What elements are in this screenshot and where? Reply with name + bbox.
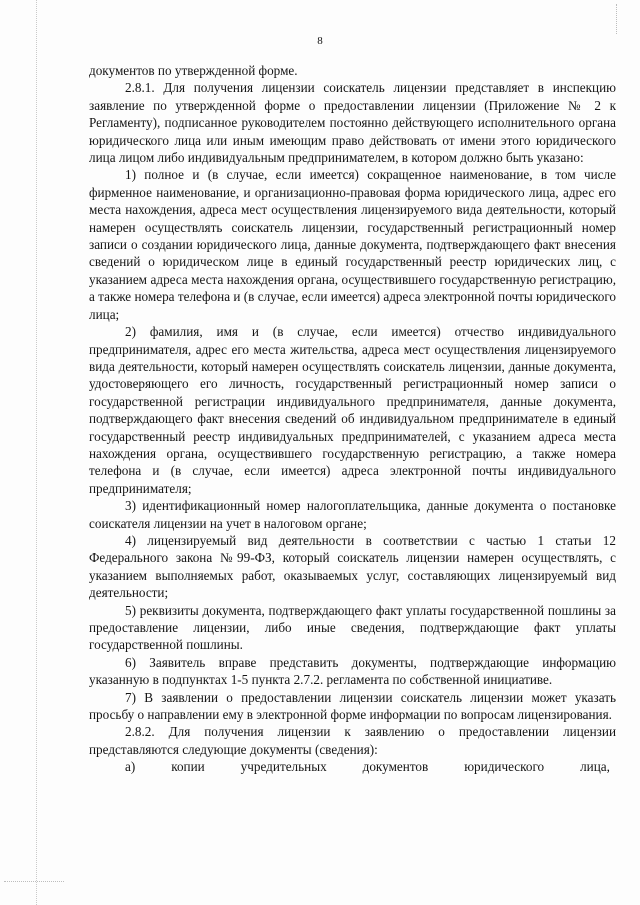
list-item-4: 4) лицензируемый вид деятельности в соответствии с частью 1 статьи 12 Федерального закона №99-ФЗ, который соискатель лицензии намерен осуществлять, с указанием выполняемых работ, оказываемых услуг, составляющих лицензируемый вид деятельности;: [89, 532, 616, 601]
scan-mark: [616, 4, 618, 34]
page-number: 8: [317, 35, 323, 47]
scan-mark-bottom: [4, 881, 64, 883]
scan-edge-line: [36, 0, 38, 905]
list-item-2: 2) фамилия, имя и (в случае, если имеется) отчество индивидуального предпринимателя, адрес его места жительства, адреса мест осуществления лицензируемого вида деятельности, который намерен осуществлять соискатель лицензии, данные документа, удостоверяющего его личность, государственный регистрационный номер записи о государственной регистрации индивидуального предпринимателя, данные документа, подтверждающего факт внесения сведений об индивидуальном предпринимателе в единый государственный реестр индивидуальных предпринимателей, с указанием адреса места нахождения органа, осуществившего государственную регистрацию, а также номера телефона и (в случае, если имеется) адреса электронной почты индивидуального предпринимателя;: [89, 324, 616, 496]
list-item-3: 3) идентификационный номер налогоплательщика, данные документа о постановке соискателя лицензии на учет в налоговом органе;: [89, 498, 616, 531]
paragraph-2-8-2: 2.8.2. Для получения лицензии к заявлению о предоставлении лицензии представляются следующие документы (сведения):: [89, 724, 616, 757]
list-item-6: 6) Заявитель вправе представить документы, подтверждающие информацию указанную в подпунктах 1-5 пункта 2.7.2. регламента по собственной инициативе.: [89, 654, 616, 688]
paragraph-continuation: документов по утвержденной форме.: [89, 63, 298, 78]
item-a-word: а): [125, 759, 136, 775]
list-item-a: [89, 758, 616, 775]
item-a-word: лица,: [580, 759, 610, 775]
item-a-word: учредительных: [240, 759, 327, 775]
document-body: [89, 62, 616, 776]
list-item-7: 7) В заявлении о предоставлении лицензии соискатель лицензии может указать просьбу о направлении ему в электронной форме информации по вопросам лицензирования.: [89, 689, 616, 723]
paragraph-2-8-1: 2.8.1. Для получения лицензии соискатель лицензии представляет в инспекцию заявление по утвержденной форме о предоставлении лицензии (Приложение № 2 к Регламенту), подписанное руководителем постоянно действующего исполнительного органа юридического лица или иным имеющим право действовать от имени этого юридического лица лицом либо индивидуальным предпринимателем, в котором должно быть указано:: [89, 80, 616, 166]
item-a-word: копии: [171, 759, 205, 775]
item-a-word: документов: [362, 759, 429, 775]
list-item-5: 5) реквизиты документа, подтверждающего факт уплаты государственной пошлины за предоставление лицензии, либо иные сведения, подтверждающие факт уплаты государственной пошлины.: [89, 602, 616, 653]
item-a-word: юридического: [464, 759, 545, 775]
list-item-1: 1) полное и (в случае, если имеется) сокращенное наименование, в том числе фирменное наименование, и организационно-правовая форма юридического лица, адрес его места нахождения, адреса мест осуществления лицензируемого вида деятельности, который намерен осуществлять соискатель лицензии, государственный регистрационный номер записи о создании юридического лица, данные документа, подтверждающего факт внесения сведений о юридическом лице в единый государственный реестр юридических лиц, с указанием адреса места нахождения органа, осуществившего государственную регистрацию, а также номера телефона и (в случае, если имеется) адреса электронной почты юридического лица;: [89, 167, 616, 322]
